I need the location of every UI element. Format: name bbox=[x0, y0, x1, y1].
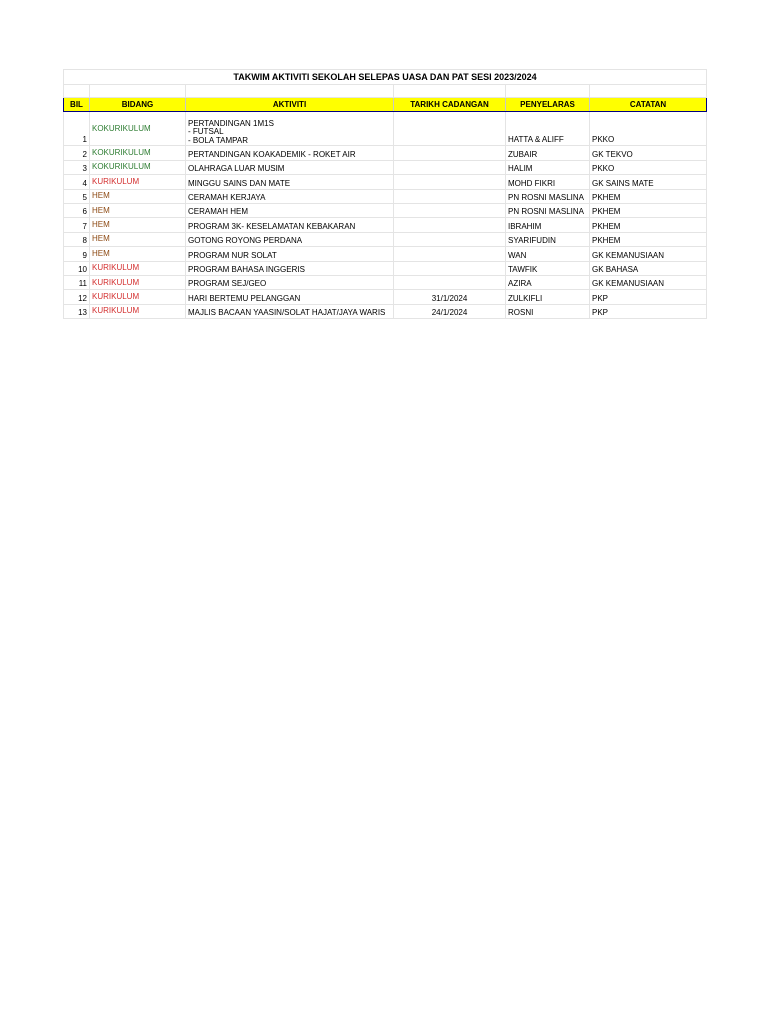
cell-catatan: PKHEM bbox=[590, 189, 707, 203]
cell-bil: 9 bbox=[64, 247, 90, 261]
cell-penyelaras: MOHD FIKRI bbox=[506, 175, 590, 189]
cell-aktiviti: PERTANDINGAN KOAKADEMIK - ROKET AIR bbox=[186, 146, 394, 160]
cell-bidang: HEM bbox=[90, 247, 186, 261]
table-row bbox=[64, 203, 707, 217]
cell-bidang: HEM bbox=[90, 232, 186, 246]
cell-aktiviti: MAJLIS BACAAN YAASIN/SOLAT HAJAT/JAYA WARIS bbox=[186, 304, 394, 318]
cell-bil: 13 bbox=[64, 304, 90, 318]
table-row bbox=[64, 175, 707, 189]
cell-tarikh-cadangan bbox=[394, 218, 506, 232]
header-tarikh-cadangan: TARIKH CADANGAN bbox=[394, 98, 506, 112]
aktiviti-line: - FUTSAL bbox=[188, 127, 224, 137]
cell-catatan: GK SAINS MATE bbox=[590, 175, 707, 189]
cell-catatan: PKHEM bbox=[590, 218, 707, 232]
cell-penyelaras: WAN bbox=[506, 247, 590, 261]
cell-tarikh-cadangan bbox=[394, 203, 506, 217]
cell-aktiviti: PROGRAM NUR SOLAT bbox=[186, 247, 394, 261]
cell-catatan: GK KEMANUSIAAN bbox=[590, 275, 707, 289]
cell-aktiviti: HARI BERTEMU PELANGGAN bbox=[186, 290, 394, 304]
table-row bbox=[64, 218, 707, 232]
cell-bil: 12 bbox=[64, 290, 90, 304]
table-row bbox=[64, 146, 707, 160]
cell-catatan: PKHEM bbox=[590, 232, 707, 246]
cell-tarikh-cadangan bbox=[394, 146, 506, 160]
header-row bbox=[64, 98, 707, 112]
table-row bbox=[64, 290, 707, 304]
cell-bidang: HEM bbox=[90, 189, 186, 203]
table-row bbox=[64, 232, 707, 246]
cell-tarikh-cadangan bbox=[394, 247, 506, 261]
cell-aktiviti: GOTONG ROYONG PERDANA bbox=[186, 232, 394, 246]
cell-penyelaras: TAWFIK bbox=[506, 261, 590, 275]
cell-tarikh-cadangan: 31/1/2024 bbox=[394, 290, 506, 304]
aktiviti-line: PERTANDINGAN 1M1S bbox=[188, 118, 274, 128]
blank-row bbox=[64, 85, 707, 98]
cell-tarikh-cadangan: 24/1/2024 bbox=[394, 304, 506, 318]
header-bidang: BIDANG bbox=[90, 98, 186, 112]
cell-penyelaras: PN ROSNI MASLINA bbox=[506, 203, 590, 217]
cell-tarikh-cadangan bbox=[394, 261, 506, 275]
cell-bidang: KURIKULUM bbox=[90, 175, 186, 189]
cell-bidang: KURIKULUM bbox=[90, 275, 186, 289]
table-row bbox=[64, 112, 707, 146]
cell-bidang: KURIKULUM bbox=[90, 261, 186, 275]
cell-aktiviti bbox=[186, 112, 394, 146]
sheet-title: TAKWIM AKTIVITI SEKOLAH SELEPAS UASA DAN PAT SESI 2023/2024 bbox=[64, 70, 707, 85]
header-aktiviti: AKTIVITI bbox=[186, 98, 394, 112]
table-row bbox=[64, 189, 707, 203]
cell-penyelaras: SYARIFUDIN bbox=[506, 232, 590, 246]
cell-bil: 4 bbox=[64, 175, 90, 189]
cell-aktiviti: CERAMAH HEM bbox=[186, 203, 394, 217]
cell-penyelaras: AZIRA bbox=[506, 275, 590, 289]
cell-bil: 3 bbox=[64, 160, 90, 174]
cell-bil: 5 bbox=[64, 189, 90, 203]
cell-penyelaras: IBRAHIM bbox=[506, 218, 590, 232]
cell-bidang: KOKURIKULUM bbox=[90, 160, 186, 174]
cell-tarikh-cadangan bbox=[394, 112, 506, 146]
activity-table bbox=[63, 69, 707, 319]
header-catatan: CATATAN bbox=[590, 98, 707, 112]
cell-bil: 1 bbox=[64, 112, 90, 146]
cell-catatan: PKP bbox=[590, 290, 707, 304]
cell-bidang: HEM bbox=[90, 218, 186, 232]
cell-catatan: PKKO bbox=[590, 112, 707, 146]
cell-aktiviti: MINGGU SAINS DAN MATE bbox=[186, 175, 394, 189]
cell-catatan: GK KEMANUSIAAN bbox=[590, 247, 707, 261]
table-row bbox=[64, 261, 707, 275]
cell-catatan: PKHEM bbox=[590, 203, 707, 217]
cell-catatan: GK BAHASA bbox=[590, 261, 707, 275]
cell-tarikh-cadangan bbox=[394, 275, 506, 289]
cell-catatan: PKKO bbox=[590, 160, 707, 174]
cell-bidang: HEM bbox=[90, 203, 186, 217]
cell-bidang: KOKURIKULUM bbox=[90, 112, 186, 146]
table-row bbox=[64, 160, 707, 174]
cell-aktiviti: CERAMAH KERJAYA bbox=[186, 189, 394, 203]
cell-tarikh-cadangan bbox=[394, 175, 506, 189]
header-penyelaras: PENYELARAS bbox=[506, 98, 590, 112]
title-row bbox=[64, 70, 707, 85]
cell-penyelaras: HALIM bbox=[506, 160, 590, 174]
cell-penyelaras: HATTA & ALIFF bbox=[506, 112, 590, 146]
table-row bbox=[64, 304, 707, 318]
cell-tarikh-cadangan bbox=[394, 189, 506, 203]
cell-bidang: KOKURIKULUM bbox=[90, 146, 186, 160]
cell-catatan: GK TEKVO bbox=[590, 146, 707, 160]
cell-aktiviti: PROGRAM SEJ/GEO bbox=[186, 275, 394, 289]
aktiviti-line: - BOLA TAMPAR bbox=[188, 135, 249, 145]
cell-penyelaras: ZUBAIR bbox=[506, 146, 590, 160]
table-row bbox=[64, 247, 707, 261]
cell-aktiviti: PROGRAM BAHASA INGGERIS bbox=[186, 261, 394, 275]
cell-aktiviti: OLAHRAGA LUAR MUSIM bbox=[186, 160, 394, 174]
cell-bidang: KURIKULUM bbox=[90, 290, 186, 304]
cell-bil: 6 bbox=[64, 203, 90, 217]
cell-bil: 7 bbox=[64, 218, 90, 232]
header-bil: BIL bbox=[64, 98, 90, 112]
cell-bil: 10 bbox=[64, 261, 90, 275]
cell-bil: 2 bbox=[64, 146, 90, 160]
cell-penyelaras: ZULKIFLI bbox=[506, 290, 590, 304]
cell-bidang: KURIKULUM bbox=[90, 304, 186, 318]
cell-bil: 8 bbox=[64, 232, 90, 246]
cell-penyelaras: PN ROSNI MASLINA bbox=[506, 189, 590, 203]
cell-aktiviti: PROGRAM 3K- KESELAMATAN KEBAKARAN bbox=[186, 218, 394, 232]
cell-tarikh-cadangan bbox=[394, 160, 506, 174]
cell-penyelaras: ROSNI bbox=[506, 304, 590, 318]
cell-bil: 11 bbox=[64, 275, 90, 289]
cell-tarikh-cadangan bbox=[394, 232, 506, 246]
table-row bbox=[64, 275, 707, 289]
cell-catatan: PKP bbox=[590, 304, 707, 318]
